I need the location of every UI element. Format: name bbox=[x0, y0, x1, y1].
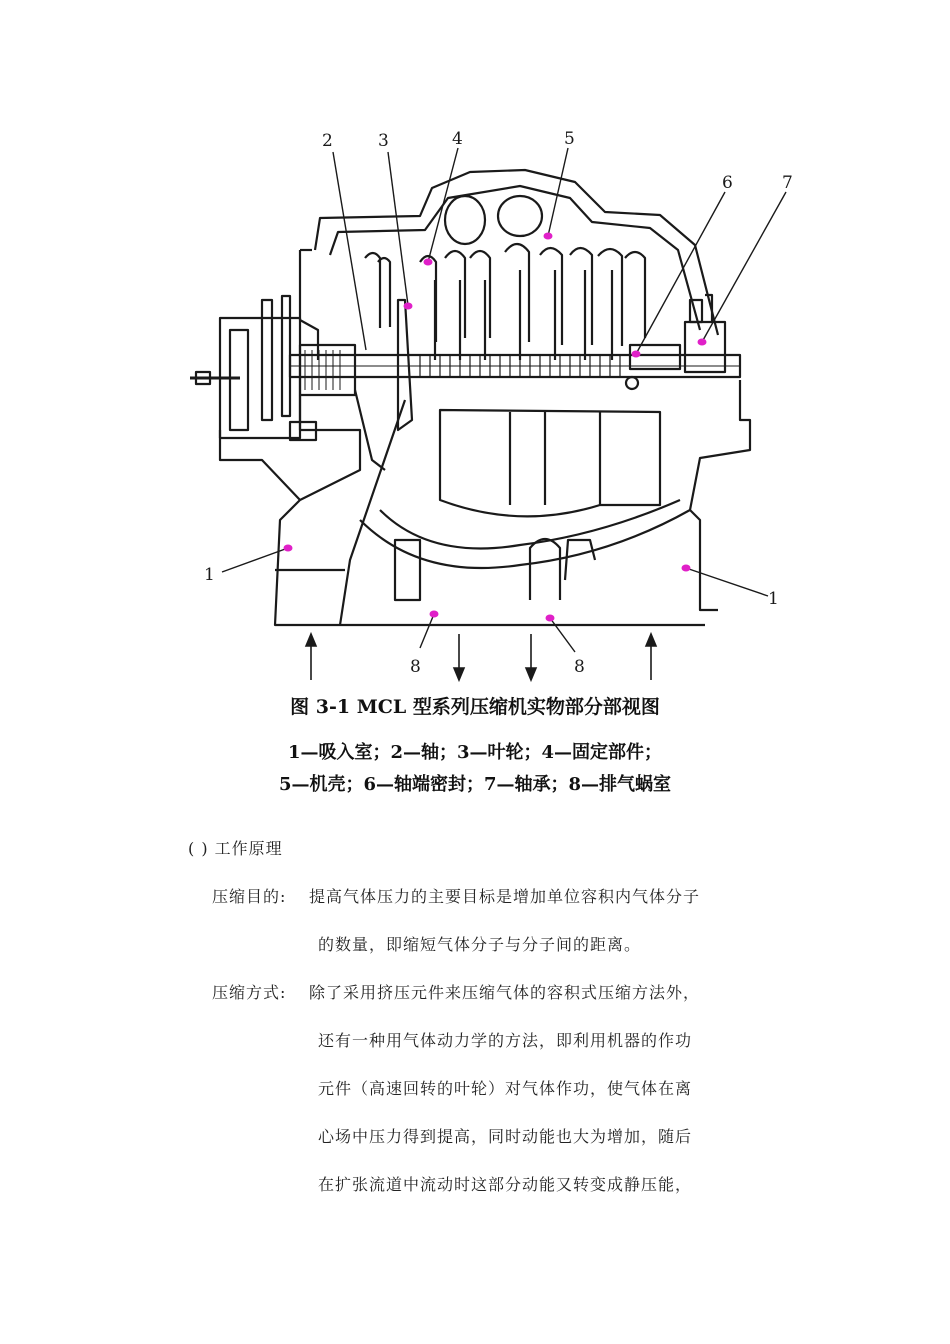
callout-marker bbox=[284, 545, 293, 552]
callout-marker bbox=[632, 351, 641, 358]
callout-7: 7 bbox=[782, 173, 793, 193]
compressor-cross-section-figure bbox=[180, 120, 800, 690]
callout-6: 6 bbox=[722, 173, 733, 193]
leader-8-left bbox=[420, 614, 434, 648]
callout-8-right: 8 bbox=[574, 657, 585, 677]
leader-5 bbox=[548, 148, 568, 236]
callout-2: 2 bbox=[322, 131, 333, 151]
method-line: 元件（高速回转的叶轮）对气体作功，使气体在离 bbox=[318, 1079, 693, 1098]
leader-8-right bbox=[550, 618, 575, 652]
figure-caption-title: 图 3-1 MCL 型系列压缩机实物部分部视图 bbox=[290, 696, 660, 718]
purpose-label: 压缩目的: bbox=[212, 887, 287, 906]
leader-6 bbox=[636, 192, 725, 354]
callout-marker bbox=[404, 303, 413, 310]
figure-legend-line-2: 5—机壳；6—轴端密封；7—轴承；8—排气蜗室 bbox=[278, 774, 672, 795]
leader-1-right bbox=[686, 568, 768, 596]
leader-2 bbox=[333, 152, 366, 350]
callout-marker bbox=[682, 565, 691, 572]
callout-1-left: 1 bbox=[204, 565, 215, 585]
method-line: 除了采用挤压元件来压缩气体的容积式压缩方法外， bbox=[309, 983, 701, 1002]
callout-marker bbox=[424, 259, 433, 266]
callout-1-right: 1 bbox=[768, 589, 779, 609]
callout-marker bbox=[544, 233, 553, 240]
callout-3: 3 bbox=[378, 131, 389, 151]
callout-5: 5 bbox=[564, 129, 575, 149]
callout-marker bbox=[546, 615, 555, 622]
purpose-line: 的数量，即缩短气体分子与分子间的距离。 bbox=[318, 935, 642, 954]
callout-marker bbox=[698, 339, 707, 346]
method-line: 在扩张流道中流动时这部分动能又转变成静压能， bbox=[318, 1175, 693, 1194]
purpose-line: 提高气体压力的主要目标是增加单位容积内气体分子 bbox=[309, 887, 701, 906]
leader-7 bbox=[702, 192, 786, 342]
section-heading: ( ) 工作原理 bbox=[188, 839, 283, 858]
method-label: 压缩方式: bbox=[212, 983, 287, 1002]
method-line: 心场中压力得到提高，同时动能也大为增加，随后 bbox=[318, 1127, 693, 1146]
method-line: 还有一种用气体动力学的方法，即利用机器的作功 bbox=[318, 1031, 693, 1050]
callout-4: 4 bbox=[452, 129, 463, 149]
figure-legend-line-1: 1—吸入室；2—轴；3—叶轮；4—固定部件； bbox=[287, 742, 663, 763]
leader-4 bbox=[428, 148, 458, 262]
callout-marker bbox=[430, 611, 439, 618]
callout-8-left: 8 bbox=[410, 657, 421, 677]
